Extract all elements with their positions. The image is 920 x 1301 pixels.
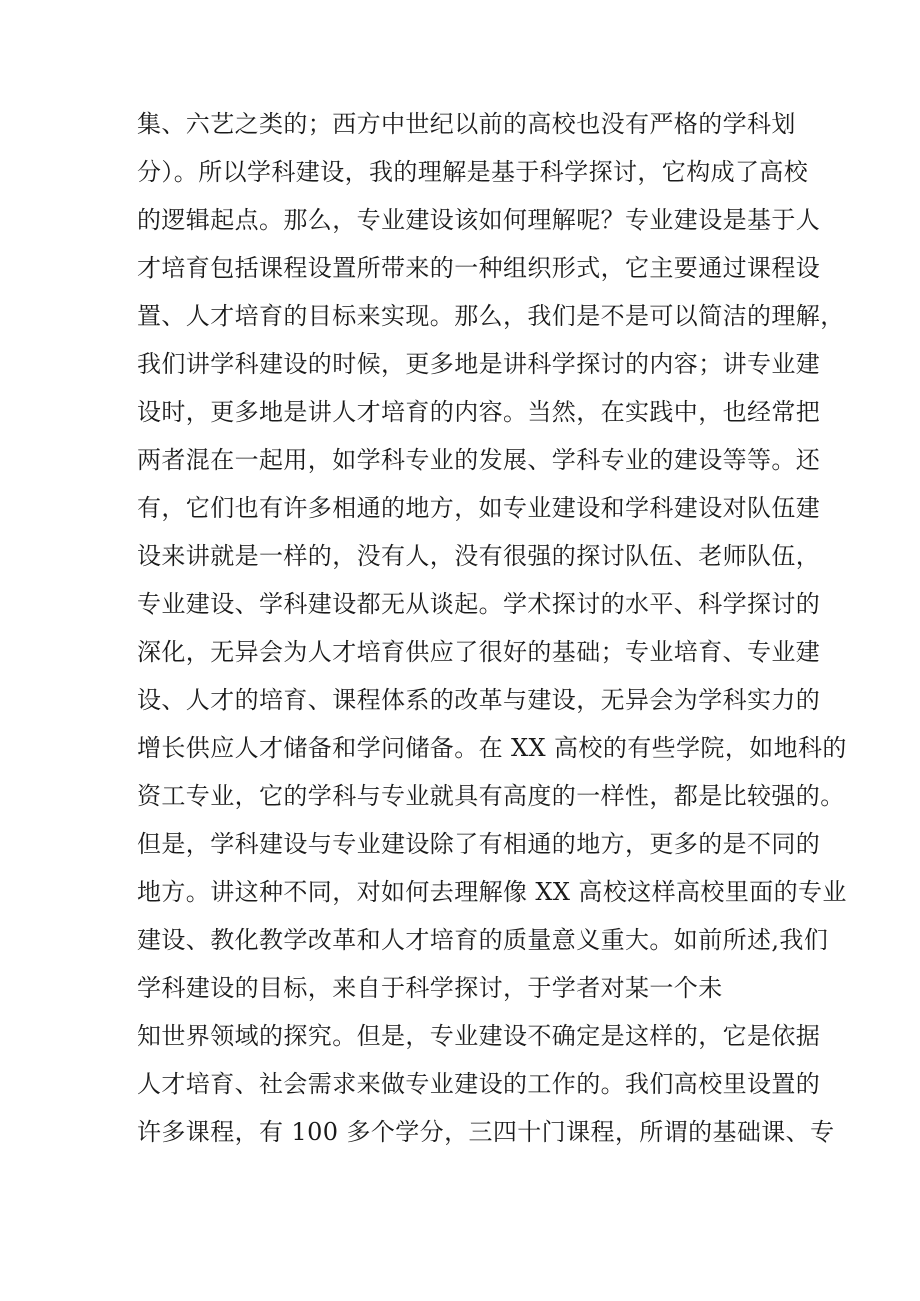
text-line: 知世界领域的探究。但是，专业建设不确定是这样的，它是依据 [137,1022,821,1050]
text-line: 许多课程，有 100 多个学分，三四十门课程，所谓的基础课、专 [137,1118,835,1146]
text-line: 两者混在一起用，如学科专业的发展、学科专业的建设等等。还 [137,446,821,474]
text-line: 我们讲学科建设的时候，更多地是讲科学探讨的内容；讲专业建 [137,350,821,378]
text-line: 有，它们也有许多相通的地方，如专业建设和学科建设对队伍建 [137,494,821,522]
text-line: 深化，无异会为人才培育供应了很好的基础；专业培育、专业建 [137,638,821,666]
text-line: 学科建设的目标，来自于科学探讨，于学者对某一个未 [137,974,723,1002]
text-line: 才培育包括课程设置所带来的一种组织形式，它主要通过课程设 [137,254,821,282]
text-line: 置、人才培育的目标来实现。那么，我们是不是可以简洁的理解， [137,302,845,330]
text-line: 专业建设、学科建设都无从谈起。学术探讨的水平、科学探讨的 [137,590,821,618]
text-line: 但是，学科建设与专业建设除了有相通的地方，更多的是不同的 [137,830,821,858]
text-line: 资工专业，它的学科与专业就具有高度的一样性，都是比较强的。 [137,782,845,810]
text-line: 分）。所以学科建设，我的理解是基于科学探讨，它构成了高校 [137,158,809,186]
text-line: 人才培育、社会需求来做专业建设的工作的。我们高校里设置的 [137,1070,821,1098]
text-line: 设、人才的培育、课程体系的改革与建设，无异会为学科实力的 [137,686,821,714]
text-line: 建设、教化教学改革和人才培育的质量意义重大。如前所述,我们 [137,926,829,954]
text-line: 地方。讲这种不同，对如何去理解像 XX 高校这样高校里面的专业 [137,878,847,906]
text-line: 的逻辑起点。那么，专业建设该如何理解呢？专业建设是基于人 [137,206,821,234]
text-line: 设时，更多地是讲人才培育的内容。当然，在实践中，也经常把 [137,398,821,426]
text-line: 增长供应人才储备和学问储备。在 XX 高校的有些学院，如地科的 [137,734,847,762]
text-line: 集、六艺之类的；西方中世纪以前的高校也没有严格的学科划 [137,110,796,138]
text-line: 设来讲就是一样的，没有人，没有很强的探讨队伍、老师队伍， [137,542,821,570]
